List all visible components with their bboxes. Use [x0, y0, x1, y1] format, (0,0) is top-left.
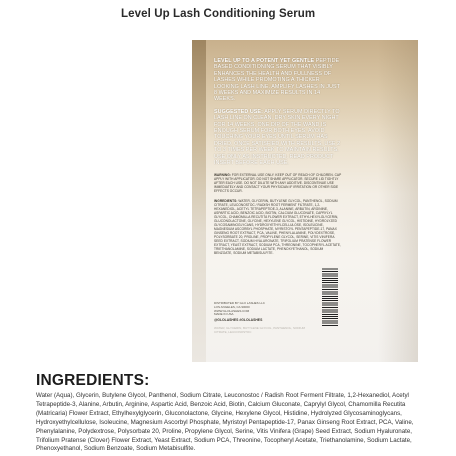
box-ingredients-body: WATER, GLYCERIN, BUTYLENE GLYCOL, PANTHENOL, SODIUM CITRATE, LEUCONOSTOC / RADISH ROOT FERMENT FILTRATE, 1,2-HEXANEDIOL, ACETYL TETRAPEPTIDE-3, ALANINE, ARBUTIN, ARGININE, ASPARTIC ACID, BENZOIC ACID, BIOTIN, CALCIUM GLUCONATE, CAPRYLYL GLYCOL, CHAMOMILLA RECUTITA FLOWER EXTRACT, ETHYLHEXYLGLYCERIN, GLUCONOLACTONE, GLYCINE, HEXYLENE GLYCOL, HISTIDINE, HYDROLYZED GLYCOSAMINOGLYCANS, HYDROXYETHYLCELLULOSE, ISOLEUCINE, MAGNESIUM ASCORBYL PHOSPHATE, MYRISTOYL PENTAPEPTIDE-17, PANAX GINSENG ROOT EXTRACT, PCA, VALINE, PHENYLALANINE, POLYDEXTROSE, POLYSORBATE 20, PROLINE, PROPYLENE GLYCOL, SERINE, VITIS VINIFERA SEED EXTRACT, SODIUM HYALURONATE, TRIFOLIUM PRATENSE FLOWER EXTRACT, YEAST EXTRACT, SODIUM PCA, THREONINE, TOCOPHERYL ACETATE, TRIETHANOLAMINE, SODIUM LACTATE, PHENOXYETHANOL, SODIUM BENZOATE, SODIUM METABISULFITE. — [214, 198, 342, 255]
ingredients-heading: INGREDIENTS: — [36, 372, 150, 389]
box-social-handle: @GLOLASHES #GLOLASHES — [214, 318, 263, 323]
product-box-image — [192, 40, 418, 362]
box-side-panel — [192, 40, 206, 362]
box-shadow — [378, 40, 418, 362]
box-intro-heading: LEVEL UP TO A POTENT YET GENTLE — [214, 58, 315, 64]
box-suggested-heading: SUGGESTED USE: — [214, 108, 263, 115]
box-intro-body: PEPTIDE BASED CONDITIONING SERUM THAT VISIBLY ENHANCES THE HEALTH AND FULLNESS OF LASHES WHILE PROMOTING A THICKER LOOKING LASH LINE. AMPLIFY LASHES IN JUST 8 WEEKS AND MAXIMIZE RESULTS IN 14 WEEKS. — [214, 58, 340, 103]
box-warning-heading: WARNING: — [214, 172, 231, 177]
page-title: Level Up Lash Conditioning Serum — [121, 8, 316, 20]
box-made-in: MADE IN USA — [214, 312, 234, 317]
box-website: WWW.GLOLASHES.COM — [214, 308, 250, 313]
box-ingredients-heading: INGREDIENTS: — [214, 198, 238, 203]
box-faded-text: WATER, GLYCERIN, BUTYLENE GLYCOL, PANTHENOL, SODIUM CITRATE, LEUCONOSTOC — [214, 325, 306, 334]
box-suggested-body: APPLY SERUM DIRECTLY TO LASH LINE ON CLEAN, DRY SKIN EVERY NIGHT FOR 14 WEEKS. ONE DIP OF THE WAND IS ENOUGH SERUM FOR BOTH EYES. AVOID TOUCHING YOUR EYES UNTIL SERUM HAS DRIED. ONCE SATISFIED WITH RESULTS, USE 2 TO 3 TIMES PER WEEK TO MAINTAIN RESULTS. USE ONLY AS INSTRUCTED. READ PRODUCT INSERT BEFORE EACH USE. — [214, 108, 341, 167]
box-distributed-line: DISTRIBUTED BY GLO LASHES LLC — [214, 301, 265, 305]
box-label-text — [214, 58, 342, 261]
box-footer — [214, 302, 314, 335]
ingredients-list: Water (Aqua), Glycerin, Butylene Glycol, Panthenol, Sodium Citrate, Leuconostoc / Radish Root Ferment Filtrate, 1,2-Hexanediol, Acetyl Tetrapeptide-3, Alanine, Arbutin, Arginine, Aspartic Acid, Benzoic Acid, Biotin, Calcium Gluconate, Caprylyl Glycol, Chamomilla Recutita (Matricaria) Flower Extract, Ethylhexylglycerin, Gluconolactone, Glycine, Hexylene Glycol, Histidine, Hydrolyzed Glycosaminoglycans, Hydroxyethylcellulose, Isoleucine, Magnesium Ascorbyl Phosphate, Myristoyl Pentapeptide-17, Panax Ginseng Root Extract, PCA, Valine, Phenylalanine, Polydextrose, Polysorbate 20, Proline, Propylene Glycol, Serine, Vitis Vinifera (Grape) Seed Extract, Sodium Hyaluronate, Trifolium Pratense (Clover) Flower Extract, Yeast Extract, Sodium PCA, Threonine, Tocopheryl Acetate, Triethanolamine, Sodium Lactate, Phenoxyethanol, Sodium Benzoate, Sodium Metabisulfite. — [36, 392, 414, 453]
box-warning-body: FOR EXTERNAL USE ONLY. KEEP OUT OF REACH OF CHILDREN. CAP APPLY WITH APPLICATOR. DO NOT SHARE APPLICATOR. SECURE LID TIGHTLY AFTER EACH USE. DO NOT DILUTE WITH ANY ADDITIVE. DISCONTINUE USE IMMEDIATELY AND CONTACT YOUR PHYSICIAN IF IRRITATION OR OTHER SIDE EFFECTS OCCUR. — [214, 172, 342, 193]
box-address-line: LOS ANGELES, CA 90000 — [214, 304, 250, 309]
barcode — [322, 268, 338, 326]
